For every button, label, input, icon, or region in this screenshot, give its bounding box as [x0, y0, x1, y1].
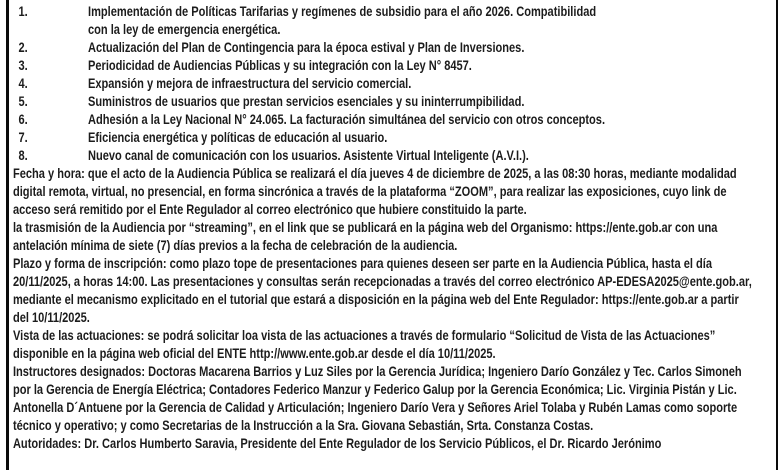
agenda-list — [13, 2, 756, 164]
agenda-item-3 — [13, 56, 756, 74]
agenda-item-number: 5. — [18, 93, 28, 109]
agenda-item-number: 3. — [18, 57, 28, 73]
paragraph-transmision-streaming: la trasmisión de la Audiencia por “streaming”, en el link que se publicará en la página web del Organismo: https://ente.gob.ar con una antelación mínima de siete (7) días previos a la fecha de celebración de la audiencia. — [12, 219, 718, 253]
agenda-item-6 — [13, 110, 756, 128]
agenda-item-8 — [13, 146, 756, 164]
agenda-item-1 — [13, 2, 756, 38]
agenda-item-text: Periodicidad de Audiencias Públicas y su integración con la Ley N° 8457. — [88, 57, 472, 73]
paragraph-instructores-designados: Instructores designados: Doctoras Macarena Barrios y Luz Siles por la Gerencia Jurídica; Ingeniero Darío González y Tec. Carlos Simoneh por la Gerencia de Energía Eléctrica; Contadores Federico Manzur y Federico Galup por la Gerencia Económica; Lic. Virginia Pistán y Lic. Antonella D´Antuene por la Gerencia de Calidad y Articulación; Ingeniero Darío Vera y Señores Ariel Tolaba y Rubén Lamas como soporte técnico y operativo; y como Secretarias de la Instrucción a la Sra. Giovana Sebastián, Srta. Constanza Costas. — [12, 363, 742, 433]
agenda-item-text: Nuevo canal de comunicación con los usuarios. Asistente Virtual Inteligente (A.V.I.). — [88, 147, 529, 163]
agenda-item-text: Expansión y mejora de infraestructura del servicio comercial. — [88, 75, 412, 91]
agenda-item-number: 4. — [18, 75, 28, 91]
paragraph-vista-actuaciones: Vista de las actuaciones: se podrá solicitar loa vista de las actuaciones a través de formulario “Solicitud de Vista de las Actuaciones” disponible en la página web oficial del ENTE http://www.ente.gob.ar desde el día 10/11/2025. — [12, 327, 716, 361]
paragraph-autoridades: Autoridades: Dr. Carlos Humberto Saravia, Presidente del Ente Regulador de los Servicio Públicos, el Dr. Ricardo Jerónimo — [12, 435, 662, 451]
agenda-item-number: 1. — [18, 3, 28, 19]
agenda-item-number: 8. — [18, 147, 28, 163]
paragraph-fecha-y-hora: Fecha y hora: que el acto de la Audiencia Pública se realizará el día jueves 4 de diciembre de 2025, a las 08:30 horas, mediante modalidad digital remota, virtual, no presencial, en forma sincrónica a través de la plataforma “ZOOM”, para realizar las exposiciones, cuyo link de acceso será remitido por el Ente Regulador al correo electrónico que hubiere constituido la parte. — [12, 165, 737, 217]
scanned-notice-page — [6, 0, 778, 470]
paragraph-plazo-inscripcion: Plazo y forma de inscripción: como plazo tope de presentaciones para quienes deseen ser parte en la Audiencia Pública, hasta el día 20/11/2025, a horas 14:00. Las presentaciones y consultas serán recepcionadas a través del correo electrónico AP-EDESA2025@ente.gob.ar, mediante el mecanismo explicitado en el tutorial que estará a disposición en la página web del Ente Regulador: https://ente.gob.ar a partir del 10/11/2025. — [12, 255, 752, 325]
agenda-item-2 — [13, 38, 756, 56]
agenda-item-7 — [13, 128, 756, 146]
agenda-item-text: Adhesión a la Ley Nacional N° 24.065. La facturación simultánea del servicio con otros conceptos. — [88, 111, 606, 127]
agenda-item-text: Implementación de Políticas Tarifarias y regímenes de subsidio para el año 2026. Compatibilidad con la ley de emergencia energética. — [88, 3, 597, 37]
agenda-item-text: Suministros de usuarios que prestan servicios esenciales y su ininterrumpibilidad. — [88, 93, 525, 109]
notice-content — [9, 0, 758, 452]
agenda-item-number: 7. — [18, 129, 28, 145]
agenda-item-text: Eficiencia energética y políticas de educación al usuario. — [88, 129, 388, 145]
agenda-item-number: 2. — [18, 39, 28, 55]
agenda-item-4 — [13, 74, 756, 92]
agenda-item-text: Actualización del Plan de Contingencia para la época estival y Plan de Inversiones. — [88, 39, 525, 55]
agenda-item-5 — [13, 92, 756, 110]
agenda-item-number: 6. — [18, 111, 28, 127]
